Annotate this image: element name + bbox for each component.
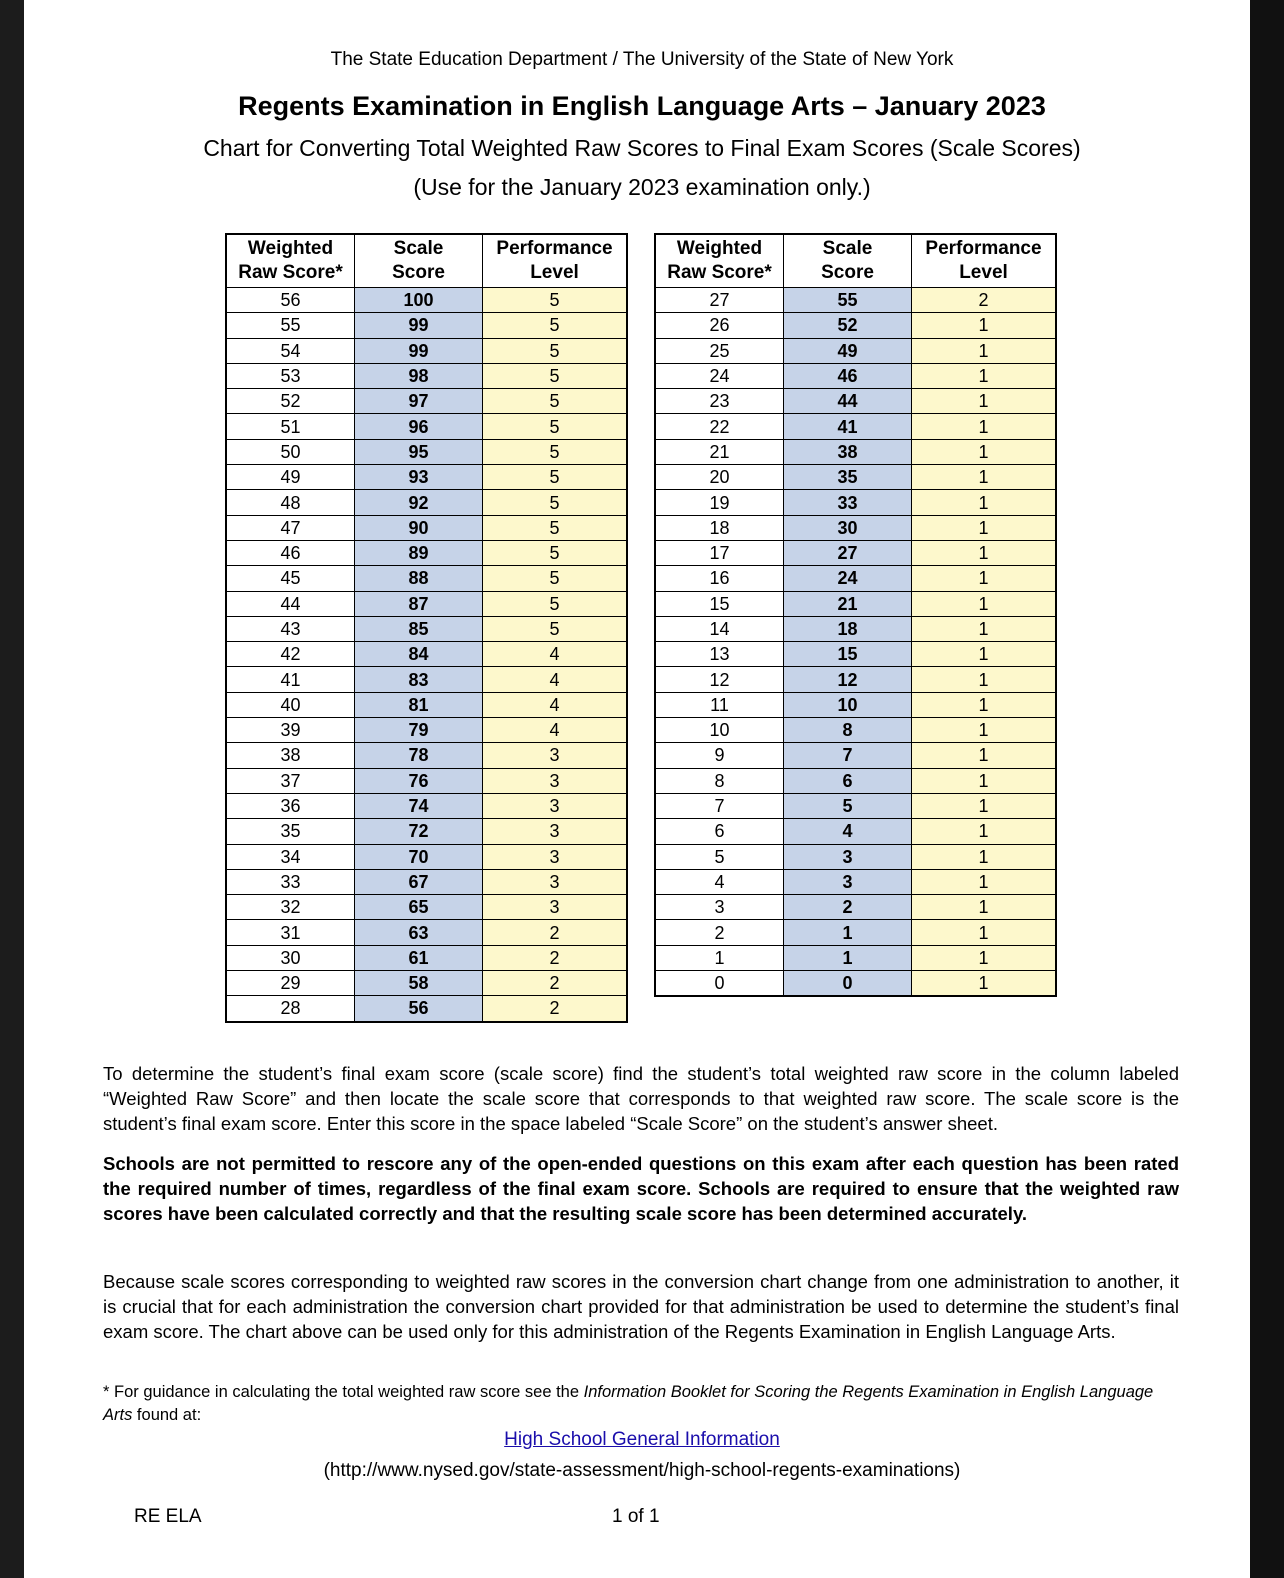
scale-score-cell: 97 bbox=[355, 389, 483, 414]
administration-note-paragraph: Because scale scores corresponding to weighted raw scores in the conversion chart change from one administration to another, it is crucial that for each administration the conversion chart provided for that administration be used to determine the student’s final exam score. The chart above can be used only for this administration of the Regents Examination in English Language Arts. bbox=[103, 1271, 1179, 1342]
performance-level-cell: 1 bbox=[912, 642, 1057, 667]
table-row bbox=[655, 971, 1056, 997]
weighted-raw-score-cell: 33 bbox=[226, 869, 355, 894]
table-row bbox=[226, 920, 627, 945]
performance-level-cell: 4 bbox=[483, 718, 628, 743]
performance-level-cell: 1 bbox=[912, 465, 1057, 490]
table-row bbox=[226, 667, 627, 692]
table-row bbox=[226, 389, 627, 414]
header-scale-score: Scale Score bbox=[355, 234, 483, 288]
table-row bbox=[226, 490, 627, 515]
scale-score-cell: 63 bbox=[355, 920, 483, 945]
table-header-row bbox=[655, 234, 1056, 288]
table-row bbox=[226, 844, 627, 869]
table-row bbox=[226, 465, 627, 490]
table-row bbox=[226, 566, 627, 591]
table-row bbox=[655, 768, 1056, 793]
scale-score-cell: 67 bbox=[355, 869, 483, 894]
scale-score-cell: 96 bbox=[355, 414, 483, 439]
weighted-raw-score-cell: 7 bbox=[655, 793, 784, 818]
weighted-raw-score-cell: 28 bbox=[226, 996, 355, 1022]
performance-level-cell: 5 bbox=[483, 591, 628, 616]
weighted-raw-score-cell: 36 bbox=[226, 793, 355, 818]
page-number: 1 of 1 bbox=[612, 1506, 660, 1527]
weighted-raw-score-cell: 27 bbox=[655, 288, 784, 313]
table-row bbox=[226, 743, 627, 768]
table-row bbox=[655, 313, 1056, 338]
performance-level-cell: 4 bbox=[483, 667, 628, 692]
scale-score-cell: 76 bbox=[355, 768, 483, 793]
table-row bbox=[226, 616, 627, 641]
scale-score-cell: 0 bbox=[784, 971, 912, 997]
weighted-raw-score-cell: 9 bbox=[655, 743, 784, 768]
table-row bbox=[655, 465, 1056, 490]
scale-score-cell: 24 bbox=[784, 566, 912, 591]
scale-score-cell: 98 bbox=[355, 363, 483, 388]
scale-score-cell: 87 bbox=[355, 591, 483, 616]
scale-score-cell: 21 bbox=[784, 591, 912, 616]
scale-score-cell: 2 bbox=[784, 895, 912, 920]
scale-score-cell: 15 bbox=[784, 642, 912, 667]
weighted-raw-score-cell: 22 bbox=[655, 414, 784, 439]
weighted-raw-score-cell: 41 bbox=[226, 667, 355, 692]
scale-score-cell: 83 bbox=[355, 667, 483, 692]
weighted-raw-score-cell: 14 bbox=[655, 616, 784, 641]
weighted-raw-score-cell: 23 bbox=[655, 389, 784, 414]
scale-score-cell: 99 bbox=[355, 313, 483, 338]
scale-score-cell: 65 bbox=[355, 895, 483, 920]
performance-level-cell: 1 bbox=[912, 439, 1057, 464]
weighted-raw-score-cell: 12 bbox=[655, 667, 784, 692]
table-row bbox=[655, 616, 1056, 641]
footnote-suffix: found at: bbox=[132, 1406, 202, 1424]
weighted-raw-score-cell: 51 bbox=[226, 414, 355, 439]
weighted-raw-score-cell: 48 bbox=[226, 490, 355, 515]
scale-score-cell: 35 bbox=[784, 465, 912, 490]
high-school-info-link[interactable]: High School General Information bbox=[504, 1429, 780, 1450]
performance-level-cell: 5 bbox=[483, 288, 628, 313]
table-row bbox=[226, 414, 627, 439]
footnote-booklet-title: Information Booklet for Scoring the Regents Examination in English Language Arts bbox=[103, 1383, 1154, 1424]
table-row bbox=[655, 920, 1056, 945]
table-row bbox=[226, 718, 627, 743]
weighted-raw-score-cell: 1 bbox=[655, 945, 784, 970]
scale-score-cell: 95 bbox=[355, 439, 483, 464]
scale-score-cell: 52 bbox=[784, 313, 912, 338]
performance-level-cell: 5 bbox=[483, 389, 628, 414]
weighted-raw-score-cell: 52 bbox=[226, 389, 355, 414]
scale-score-cell: 58 bbox=[355, 971, 483, 996]
scale-score-cell: 1 bbox=[784, 945, 912, 970]
scale-score-cell: 93 bbox=[355, 465, 483, 490]
weighted-raw-score-cell: 40 bbox=[226, 692, 355, 717]
department-line: The State Education Department / The University of the State of New York bbox=[330, 49, 954, 70]
scale-score-cell: 49 bbox=[784, 338, 912, 363]
weighted-raw-score-cell: 13 bbox=[655, 642, 784, 667]
table-row bbox=[655, 692, 1056, 717]
performance-level-cell: 1 bbox=[912, 793, 1057, 818]
performance-level-cell: 4 bbox=[483, 642, 628, 667]
weighted-raw-score-cell: 18 bbox=[655, 515, 784, 540]
performance-level-cell: 1 bbox=[912, 566, 1057, 591]
performance-level-cell: 5 bbox=[483, 439, 628, 464]
scale-score-cell: 84 bbox=[355, 642, 483, 667]
table-row bbox=[226, 768, 627, 793]
weighted-raw-score-cell: 16 bbox=[655, 566, 784, 591]
weighted-raw-score-cell: 11 bbox=[655, 692, 784, 717]
performance-level-cell: 1 bbox=[912, 515, 1057, 540]
weighted-raw-score-cell: 5 bbox=[655, 844, 784, 869]
rescoring-policy-paragraph: Schools are not permitted to rescore any of the open-ended questions on this exam after each question has been rated the required number of times, regardless of the final exam score. Schools are required to ensure that the weighted raw scores have been calculated correctly and that the resulting scale score has been determined accurately. bbox=[103, 1153, 1179, 1224]
weighted-raw-score-cell: 0 bbox=[655, 971, 784, 997]
performance-level-cell: 5 bbox=[483, 338, 628, 363]
performance-level-cell: 5 bbox=[483, 540, 628, 565]
scale-score-cell: 46 bbox=[784, 363, 912, 388]
table-row bbox=[655, 288, 1056, 313]
instructions-paragraph: To determine the student’s final exam score (scale score) find the student’s total weighted raw score in the column labeled “Weighted Raw Score” and then locate the scale score that corresponds to that weighted raw score. The scale score is the student’s final exam score. Enter this score in the space labeled “Scale Score” on the student’s answer sheet. bbox=[103, 1063, 1179, 1134]
weighted-raw-score-cell: 37 bbox=[226, 768, 355, 793]
weighted-raw-score-cell: 3 bbox=[655, 895, 784, 920]
weighted-raw-score-cell: 17 bbox=[655, 540, 784, 565]
table-row bbox=[655, 895, 1056, 920]
weighted-raw-score-cell: 34 bbox=[226, 844, 355, 869]
url-text: (http://www.nysed.gov/state-assessment/high-school-regents-examinations) bbox=[323, 1460, 961, 1481]
scale-score-cell: 33 bbox=[784, 490, 912, 515]
viewer-edge bbox=[1250, 0, 1284, 1578]
table-row bbox=[655, 490, 1056, 515]
performance-level-cell: 1 bbox=[912, 591, 1057, 616]
scale-score-cell: 7 bbox=[784, 743, 912, 768]
table-row bbox=[655, 667, 1056, 692]
table-row bbox=[226, 642, 627, 667]
weighted-raw-score-cell: 6 bbox=[655, 819, 784, 844]
header-performance-level: Performance Level bbox=[912, 234, 1057, 288]
scale-score-cell: 44 bbox=[784, 389, 912, 414]
scale-score-cell: 4 bbox=[784, 819, 912, 844]
performance-level-cell: 3 bbox=[483, 869, 628, 894]
table-row bbox=[226, 971, 627, 996]
performance-level-cell: 5 bbox=[483, 465, 628, 490]
table-row bbox=[655, 945, 1056, 970]
performance-level-cell: 1 bbox=[912, 718, 1057, 743]
table-row bbox=[655, 819, 1056, 844]
weighted-raw-score-cell: 42 bbox=[226, 642, 355, 667]
performance-level-cell: 1 bbox=[912, 692, 1057, 717]
table-row bbox=[226, 793, 627, 818]
weighted-raw-score-cell: 29 bbox=[226, 971, 355, 996]
conversion-table-left bbox=[225, 233, 628, 1023]
performance-level-cell: 1 bbox=[912, 920, 1057, 945]
performance-level-cell: 3 bbox=[483, 793, 628, 818]
weighted-raw-score-cell: 49 bbox=[226, 465, 355, 490]
performance-level-cell: 5 bbox=[483, 515, 628, 540]
performance-level-cell: 5 bbox=[483, 363, 628, 388]
table-row bbox=[655, 642, 1056, 667]
performance-level-cell: 1 bbox=[912, 540, 1057, 565]
table-row bbox=[655, 540, 1056, 565]
scale-score-cell: 78 bbox=[355, 743, 483, 768]
exam-code: RE ELA bbox=[134, 1506, 202, 1527]
conversion-table-right bbox=[654, 233, 1057, 997]
footnote-prefix: * For guidance in calculating the total weighted raw score see the bbox=[103, 1383, 584, 1401]
weighted-raw-score-cell: 39 bbox=[226, 718, 355, 743]
scale-score-cell: 30 bbox=[784, 515, 912, 540]
performance-level-cell: 1 bbox=[912, 945, 1057, 970]
scale-score-cell: 72 bbox=[355, 819, 483, 844]
performance-level-cell: 1 bbox=[912, 869, 1057, 894]
table-row bbox=[655, 439, 1056, 464]
table-row bbox=[655, 743, 1056, 768]
performance-level-cell: 3 bbox=[483, 844, 628, 869]
weighted-raw-score-cell: 15 bbox=[655, 591, 784, 616]
performance-level-cell: 5 bbox=[483, 490, 628, 515]
table-row bbox=[655, 515, 1056, 540]
scale-score-cell: 56 bbox=[355, 996, 483, 1022]
scale-score-cell: 8 bbox=[784, 718, 912, 743]
weighted-raw-score-cell: 30 bbox=[226, 945, 355, 970]
table-row bbox=[226, 869, 627, 894]
performance-level-cell: 1 bbox=[912, 971, 1057, 997]
weighted-raw-score-cell: 4 bbox=[655, 869, 784, 894]
table-row bbox=[226, 515, 627, 540]
performance-level-cell: 1 bbox=[912, 313, 1057, 338]
table-row bbox=[226, 540, 627, 565]
performance-level-cell: 1 bbox=[912, 490, 1057, 515]
header-scale-score: Scale Score bbox=[784, 234, 912, 288]
performance-level-cell: 2 bbox=[912, 288, 1057, 313]
header-weighted-raw-score: Weighted Raw Score* bbox=[655, 234, 784, 288]
performance-level-cell: 1 bbox=[912, 768, 1057, 793]
scale-score-cell: 1 bbox=[784, 920, 912, 945]
table-row bbox=[226, 819, 627, 844]
weighted-raw-score-cell: 47 bbox=[226, 515, 355, 540]
performance-level-cell: 3 bbox=[483, 819, 628, 844]
scale-score-cell: 10 bbox=[784, 692, 912, 717]
table-row bbox=[226, 945, 627, 970]
scale-score-cell: 85 bbox=[355, 616, 483, 641]
table-row bbox=[655, 414, 1056, 439]
table-row bbox=[226, 288, 627, 313]
scale-score-cell: 88 bbox=[355, 566, 483, 591]
table-row bbox=[655, 389, 1056, 414]
table-row bbox=[655, 844, 1056, 869]
weighted-raw-score-cell: 38 bbox=[226, 743, 355, 768]
performance-level-cell: 5 bbox=[483, 414, 628, 439]
performance-level-cell: 2 bbox=[483, 920, 628, 945]
performance-level-cell: 2 bbox=[483, 945, 628, 970]
performance-level-cell: 1 bbox=[912, 667, 1057, 692]
weighted-raw-score-cell: 19 bbox=[655, 490, 784, 515]
weighted-raw-score-cell: 53 bbox=[226, 363, 355, 388]
header-weighted-raw-score: Weighted Raw Score* bbox=[226, 234, 355, 288]
weighted-raw-score-cell: 21 bbox=[655, 439, 784, 464]
performance-level-cell: 2 bbox=[483, 996, 628, 1022]
table-row bbox=[655, 363, 1056, 388]
chart-subtitle: Chart for Converting Total Weighted Raw Scores to Final Exam Scores (Scale Scores) bbox=[203, 135, 1081, 161]
table-row bbox=[226, 439, 627, 464]
scale-score-cell: 3 bbox=[784, 869, 912, 894]
weighted-raw-score-cell: 43 bbox=[226, 616, 355, 641]
weighted-raw-score-cell: 46 bbox=[226, 540, 355, 565]
performance-level-cell: 4 bbox=[483, 692, 628, 717]
usage-note: (Use for the January 2023 examination only.) bbox=[413, 174, 871, 200]
footnote bbox=[103, 1381, 1179, 1427]
performance-level-cell: 3 bbox=[483, 895, 628, 920]
performance-level-cell: 1 bbox=[912, 414, 1057, 439]
scale-score-cell: 55 bbox=[784, 288, 912, 313]
table-row bbox=[226, 363, 627, 388]
scale-score-cell: 5 bbox=[784, 793, 912, 818]
scale-score-cell: 100 bbox=[355, 288, 483, 313]
scale-score-cell: 38 bbox=[784, 439, 912, 464]
performance-level-cell: 1 bbox=[912, 743, 1057, 768]
table-row bbox=[655, 338, 1056, 363]
scale-score-cell: 18 bbox=[784, 616, 912, 641]
weighted-raw-score-cell: 32 bbox=[226, 895, 355, 920]
table-row bbox=[655, 869, 1056, 894]
performance-level-cell: 5 bbox=[483, 313, 628, 338]
table-header-row bbox=[226, 234, 627, 288]
weighted-raw-score-cell: 26 bbox=[655, 313, 784, 338]
performance-level-cell: 1 bbox=[912, 389, 1057, 414]
weighted-raw-score-cell: 2 bbox=[655, 920, 784, 945]
performance-level-cell: 5 bbox=[483, 616, 628, 641]
weighted-raw-score-cell: 24 bbox=[655, 363, 784, 388]
scale-score-cell: 6 bbox=[784, 768, 912, 793]
performance-level-cell: 3 bbox=[483, 768, 628, 793]
weighted-raw-score-cell: 31 bbox=[226, 920, 355, 945]
table-row bbox=[655, 566, 1056, 591]
table-row bbox=[655, 591, 1056, 616]
weighted-raw-score-cell: 10 bbox=[655, 718, 784, 743]
performance-level-cell: 2 bbox=[483, 971, 628, 996]
weighted-raw-score-cell: 20 bbox=[655, 465, 784, 490]
weighted-raw-score-cell: 44 bbox=[226, 591, 355, 616]
scale-score-cell: 3 bbox=[784, 844, 912, 869]
header-performance-level: Performance Level bbox=[483, 234, 628, 288]
scale-score-cell: 79 bbox=[355, 718, 483, 743]
performance-level-cell: 5 bbox=[483, 566, 628, 591]
performance-level-cell: 1 bbox=[912, 363, 1057, 388]
scale-score-cell: 92 bbox=[355, 490, 483, 515]
scale-score-cell: 41 bbox=[784, 414, 912, 439]
table-row bbox=[226, 591, 627, 616]
performance-level-cell: 1 bbox=[912, 844, 1057, 869]
table-row bbox=[655, 793, 1056, 818]
weighted-raw-score-cell: 8 bbox=[655, 768, 784, 793]
table-row bbox=[226, 313, 627, 338]
weighted-raw-score-cell: 55 bbox=[226, 313, 355, 338]
scale-score-cell: 99 bbox=[355, 338, 483, 363]
scale-score-cell: 61 bbox=[355, 945, 483, 970]
performance-level-cell: 3 bbox=[483, 743, 628, 768]
scale-score-cell: 81 bbox=[355, 692, 483, 717]
performance-level-cell: 1 bbox=[912, 616, 1057, 641]
scale-score-cell: 12 bbox=[784, 667, 912, 692]
weighted-raw-score-cell: 54 bbox=[226, 338, 355, 363]
performance-level-cell: 1 bbox=[912, 338, 1057, 363]
table-row bbox=[655, 718, 1056, 743]
weighted-raw-score-cell: 25 bbox=[655, 338, 784, 363]
scale-score-cell: 27 bbox=[784, 540, 912, 565]
weighted-raw-score-cell: 56 bbox=[226, 288, 355, 313]
table-row bbox=[226, 895, 627, 920]
table-row bbox=[226, 692, 627, 717]
scale-score-cell: 89 bbox=[355, 540, 483, 565]
weighted-raw-score-cell: 45 bbox=[226, 566, 355, 591]
exam-title: Regents Examination in English Language Arts – January 2023 bbox=[238, 91, 1046, 121]
weighted-raw-score-cell: 35 bbox=[226, 819, 355, 844]
scale-score-cell: 90 bbox=[355, 515, 483, 540]
table-row bbox=[226, 996, 627, 1022]
weighted-raw-score-cell: 50 bbox=[226, 439, 355, 464]
scale-score-cell: 74 bbox=[355, 793, 483, 818]
performance-level-cell: 1 bbox=[912, 819, 1057, 844]
performance-level-cell: 1 bbox=[912, 895, 1057, 920]
table-row bbox=[226, 338, 627, 363]
scale-score-cell: 70 bbox=[355, 844, 483, 869]
